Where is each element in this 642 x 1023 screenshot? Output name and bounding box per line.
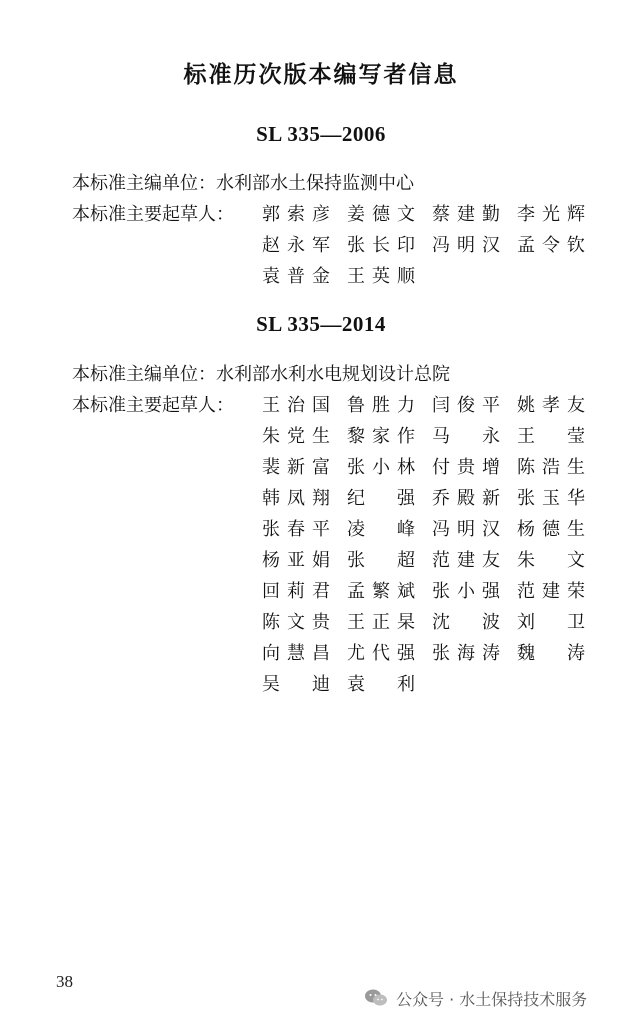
- editor-unit: 水利部水土保持监测中心: [216, 173, 414, 194]
- drafter-name: 冯明汉: [432, 519, 500, 540]
- drafter-name: 张春平: [262, 519, 330, 540]
- drafter-name: 袁普金: [262, 266, 330, 287]
- drafter-name: 张长印: [347, 235, 415, 256]
- drafter-name: 张超: [347, 550, 415, 571]
- drafter-name: 沈波: [432, 612, 500, 633]
- wechat-icon: [364, 988, 388, 1008]
- drafter-name: 付贵增: [432, 457, 500, 478]
- drafter-name: 乔殿新: [432, 488, 500, 509]
- page-title: 标准历次版本编写者信息: [183, 62, 459, 88]
- drafter-name: 郭索彦: [262, 204, 330, 225]
- drafter-name: 赵永军: [262, 235, 330, 256]
- drafter-name: 张海涛: [432, 643, 500, 664]
- drafter-name: 韩凤翔: [262, 488, 330, 509]
- edition-heading-2006: SL 335—2006: [256, 122, 386, 146]
- drafter-name: 范建荣: [517, 581, 585, 602]
- drafters-list-2006: [262, 203, 592, 296]
- drafter-name: 尤代强: [347, 643, 415, 664]
- drafters-list-2014: [262, 394, 592, 704]
- drafter-name: 孟令钦: [517, 235, 585, 256]
- drafters-label-2006: 本标准主要起草人：: [72, 204, 234, 225]
- drafter-name: 杨德生: [517, 519, 585, 540]
- editor-row-2006: [72, 172, 414, 196]
- drafter-name: 鲁胜力: [347, 395, 415, 416]
- drafter-name: 蔡建勤: [432, 204, 500, 225]
- drafter-name: 张小强: [432, 581, 500, 602]
- drafter-name: 陈浩生: [517, 457, 585, 478]
- drafter-name: 黎家作: [347, 426, 415, 447]
- drafter-name: 凌峰: [347, 519, 415, 540]
- drafter-name: 张玉华: [517, 488, 585, 509]
- drafter-name: 刘卫: [517, 612, 585, 633]
- watermark-text: 公众号 · 水土保持技术服务: [396, 989, 588, 1009]
- drafter-name: 张小林: [347, 457, 415, 478]
- drafter-name: 吴迪: [262, 674, 330, 695]
- drafter-name: 姚孝友: [517, 395, 585, 416]
- watermark: [364, 985, 587, 1011]
- drafter-name: 李光辉: [517, 204, 585, 225]
- drafter-name: 朱党生: [262, 426, 330, 447]
- drafter-name: 姜德文: [347, 204, 415, 225]
- drafter-name: 范建友: [432, 550, 500, 571]
- editor-label: 本标准主编单位：: [72, 364, 216, 385]
- editor-row-2014: [72, 363, 450, 387]
- drafter-name: 魏涛: [517, 643, 585, 664]
- drafter-name: 王正杲: [347, 612, 415, 633]
- drafter-name: 王英顺: [347, 266, 415, 287]
- drafter-name: 朱文: [517, 550, 585, 571]
- drafter-name: 向慧昌: [262, 643, 330, 664]
- drafter-name: 王治国: [262, 395, 330, 416]
- drafter-name: 裴新富: [262, 457, 330, 478]
- editor-unit: 水利部水利水电规划设计总院: [216, 364, 450, 385]
- drafter-name: 冯明汉: [432, 235, 500, 256]
- drafter-name: 袁利: [347, 674, 415, 695]
- drafters-label-2014: 本标准主要起草人：: [72, 395, 234, 416]
- drafter-name: 王莹: [517, 426, 585, 447]
- drafter-name: 孟繁斌: [347, 581, 415, 602]
- drafter-name: 陈文贵: [262, 612, 330, 633]
- edition-heading-2014: SL 335—2014: [256, 312, 386, 336]
- page-number: 38: [56, 972, 73, 991]
- editor-label: 本标准主编单位：: [72, 173, 216, 194]
- drafter-name: 马永: [432, 426, 500, 447]
- drafter-name: 纪强: [347, 488, 415, 509]
- drafter-name: 回莉君: [262, 581, 330, 602]
- drafter-name: 杨亚娟: [262, 550, 330, 571]
- drafter-name: 闫俊平: [432, 395, 500, 416]
